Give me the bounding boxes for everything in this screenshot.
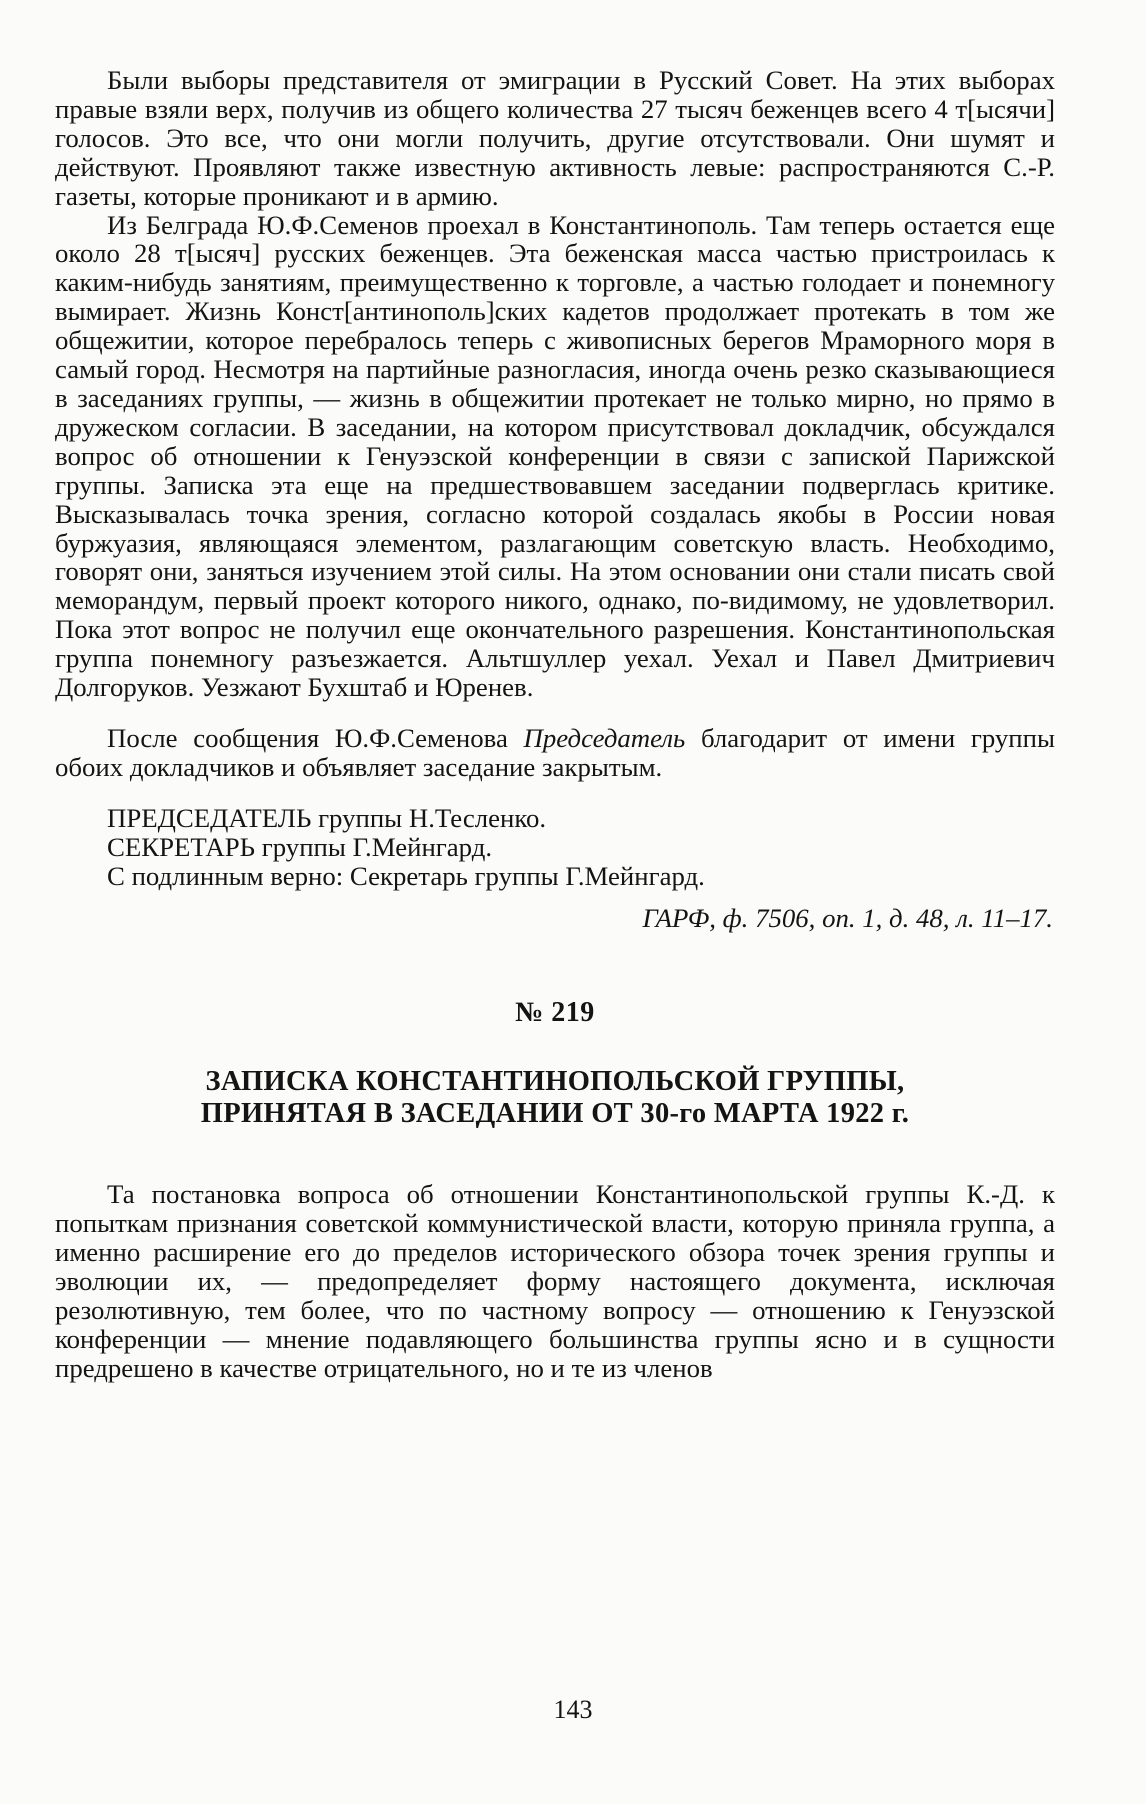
- chairman-italic: Председатель: [523, 722, 686, 753]
- signature-secretary: СЕКРЕТАРЬ группы Г.Мейнгард.: [107, 831, 493, 862]
- document-number: № 219: [515, 997, 595, 1029]
- signature-true-copy: С подлинным верно: Секретарь группы Г.Мейнгард.: [107, 860, 705, 891]
- document-title-line-1: ЗАПИСКА КОНСТАНТИНОПОЛЬСКОЙ ГРУППЫ,: [205, 1066, 905, 1098]
- paragraph-meeting-closed-start: После сообщения Ю.Ф.Семенова: [107, 722, 524, 753]
- paragraph-constantinople: Из Белграда Ю.Ф.Семенов проехал в Константинополь. Там теперь остается еще около 28 т[ысяч] русских беженцев. Эта беженская масса частью пристроилась к каким-нибудь занятиям, преимущественно к торговле, а частью голодает и понемногу вымирает. Жизнь Конст[антинополь]ских кадетов продолжает протекать в том же общежитии, которое перебралось теперь с живописных берегов Мраморного моря в самый город. Несмотря на партийные разногласия, иногда очень резко сказывающиеся в заседаниях группы, — жизнь в общежитии протекает не только мирно, но прямо в дружеском согласии. В заседании, на котором присутствовал докладчик, обсуждался вопрос об отношении к Генуэзской конференции в связи с запиской Парижской группы. Записка эта еще на предшествовавшем заседании подверглась критике. Высказывалась точка зрения, согласно которой создалась якобы в России новая буржуазия, являющаяся элементом, разлагающим советскую власть. Необходимо, говорят они, заняться изучением этой силы. На этом основании они стали писать свой меморандум, первый проект которого никого, однако, по-видимому, не удовлетворил. Пока этот вопрос не получил еще окончательного разрешения. Константинопольская группа понемногу разъезжается. Альтшуллер уехал. Уехал и Павел Дмитриевич Долгоруков. Уезжают Бухштаб и Юренев.: [55, 209, 1055, 703]
- page-text-column: [55, 66, 1055, 1383]
- paragraph-meeting-closed: [55, 724, 1055, 782]
- paragraph-emigration-elections: Были выборы представителя от эмиграции в Русский Совет. На этих выборах правые взяли верх, получив из общего количества 27 тысяч беженцев всего 4 т[ысячи] голосов. Это все, что они могли получить, другие отсутствовали. Они шумят и действуют. Проявляют также известную активность левые: распространяются С.-Р. газеты, которые проникают и в армию.: [55, 65, 1055, 211]
- page-number: 143: [553, 1695, 593, 1724]
- archive-source-reference: ГАРФ, ф. 7506, оп. 1, д. 48, л. 11–17.: [642, 903, 1053, 934]
- signature-chairman: ПРЕДСЕДАТЕЛЬ группы Н.Тесленко.: [107, 802, 547, 833]
- document-title-line-2: ПРИНЯТАЯ В ЗАСЕДАНИИ ОТ 30-го МАРТА 1922 г.: [200, 1098, 910, 1130]
- document-title: [55, 1066, 1055, 1130]
- paragraph-meeting-closed-end: благодарит от имени группы обоих докладчиков и объявляет заседание закрытым.: [55, 722, 1055, 782]
- paragraph-note-body: Та постановка вопроса об отношении Константинопольской группы К.-Д. к попыткам признания советской коммунистической власти, которую приняла группа, а именно расширение его до пределов исторического обзора точек зрения группы и эволюции их, — предопределяет форму настоящего документа, исключая резолютивную, тем более, что по частному вопросу — отношению к Генуэзской конференции — мнение подавляющего большинства группы ясно и в сущности предрешено в качестве отрицательного, но и те из членов: [55, 1179, 1055, 1383]
